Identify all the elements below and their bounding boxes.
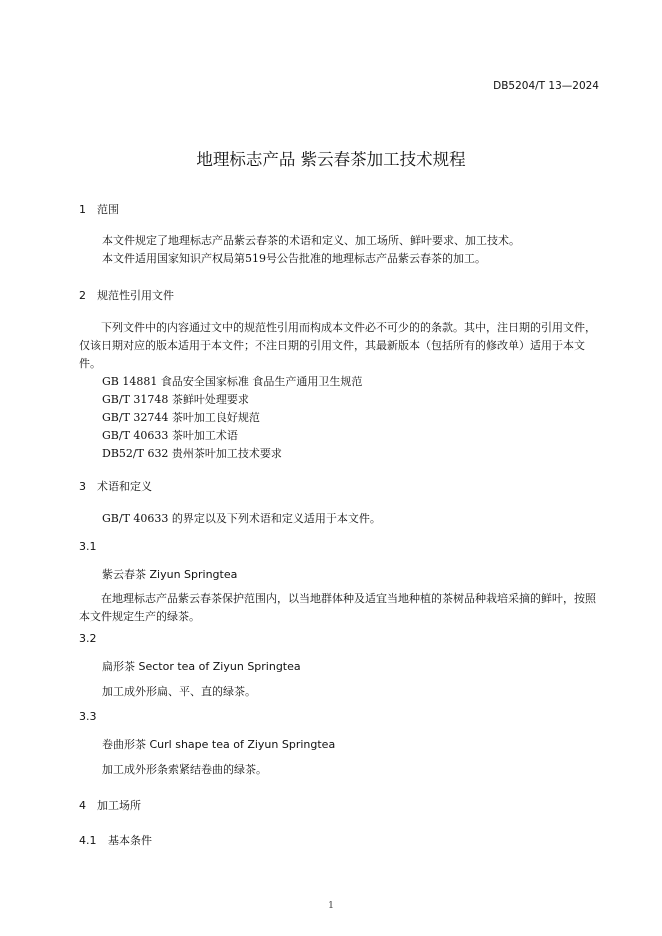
subsection-4-1-heading — [79, 832, 152, 848]
section-3-heading — [79, 478, 152, 494]
section-1-heading — [79, 201, 119, 217]
section-1-title: 范围 — [97, 203, 119, 216]
reference-item: GB/T 31748 茶鲜叶处理要求 — [102, 393, 249, 406]
term-number: 3.1 — [79, 540, 97, 553]
page-title: 地理标志产品 紫云春茶加工技术规程 — [196, 150, 466, 169]
section-2-intro: 下列文件中的内容通过文中的规范性引用而构成本文件必不可少的的条款。其中，注日期的引用文件，仅该日期对应的版本适用于本文件；不注日期的引用文件，其最新版本（包括所有的修改单）适用于本文件。 — [79, 321, 596, 370]
term-definition: 加工成外形扁、平、直的绿茶。 — [102, 685, 256, 698]
term-name: 卷曲形茶 Curl shape tea of Ziyun Springtea — [102, 738, 336, 751]
section-4-heading — [79, 797, 141, 813]
section-4-number: 4 — [79, 799, 86, 812]
page-number: 1 — [327, 900, 335, 911]
document-code: DB5204/T 13—2024 — [493, 80, 599, 92]
section-2-number: 2 — [79, 289, 86, 302]
reference-item: DB52/T 632 贵州茶叶加工技术要求 — [102, 447, 282, 460]
term-number: 3.2 — [79, 632, 97, 645]
section-3-title: 术语和定义 — [97, 480, 152, 493]
section-2-heading — [79, 287, 174, 303]
term-name: 紫云春茶 Ziyun Springtea — [102, 568, 238, 581]
section-1-number: 1 — [79, 203, 86, 216]
term-name: 扁形茶 Sector tea of Ziyun Springtea — [102, 660, 301, 673]
term-definition: 在地理标志产品紫云春茶保护范围内，以当地群体种及适宜当地种植的茶树品种栽培采摘的鲜叶，按照本文件规定生产的绿茶。 — [79, 592, 596, 623]
subsection-4-1-title: 基本条件 — [108, 834, 152, 847]
section-4-title: 加工场所 — [97, 799, 141, 812]
subsection-4-1-number: 4.1 — [79, 834, 97, 847]
reference-item: GB/T 32744 茶叶加工良好规范 — [102, 411, 260, 424]
reference-item: GB/T 40633 茶叶加工术语 — [102, 429, 238, 442]
term-definition: 加工成外形条索紧结卷曲的绿茶。 — [102, 763, 267, 776]
reference-item: GB 14881 食品安全国家标准 食品生产通用卫生规范 — [102, 375, 363, 388]
section-3-number: 3 — [79, 480, 86, 493]
term-number: 3.3 — [79, 710, 97, 723]
section-2-title: 规范性引用文件 — [97, 289, 174, 302]
section-3-intro: GB/T 40633 的界定以及下列术语和定义适用于本文件。 — [102, 512, 381, 525]
section-1-paragraph-1: 本文件规定了地理标志产品紫云春茶的术语和定义、加工场所、鲜叶要求、加工技术。 — [102, 234, 520, 247]
section-1-paragraph-2: 本文件适用国家知识产权局第519号公告批准的地理标志产品紫云春茶的加工。 — [102, 252, 486, 265]
